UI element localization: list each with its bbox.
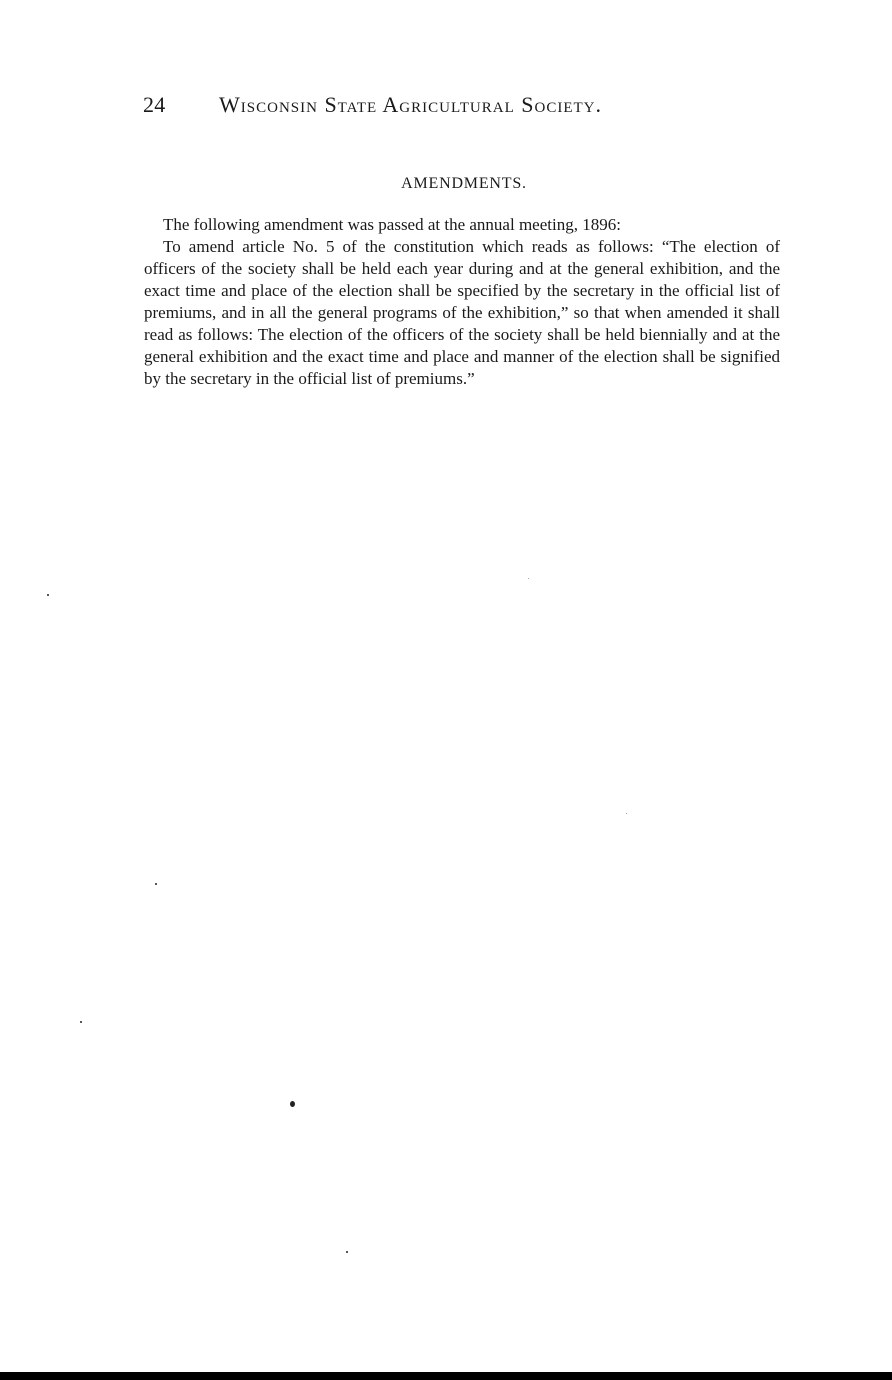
scan-edge [0,1372,892,1380]
scan-speck [155,883,157,885]
paragraph-intro: The following amendment was passed at the annual meeting, 1896: [163,215,621,234]
scan-speck [80,1021,82,1023]
scan-speck [528,578,529,579]
body-text [144,214,780,390]
page-number: 24 [143,92,166,117]
scan-speck [626,813,627,814]
running-header [143,92,713,126]
section-heading-wrapper [0,175,892,193]
paragraph-amendment: To amend article No. 5 of the constitution which reads as follows: “The election of officers of the society shall be held each year during and at the general exhibition, and the exact time and place of the election shall be specified by the secretary in the official list of premiums, and in all the general programs of the exhibition,” so that when amended it shall read as follows: The election of the officers of the society shall be held biennially and at the general exhibition and the exact time and place and manner of the election shall be signified by the secretary in the official list of premiums.” [144,237,780,388]
scan-speck [346,1251,348,1253]
section-heading: AMENDMENTS. [401,175,527,192]
running-header-title: Wisconsin State Agricultural Society. [219,92,602,117]
scan-speck [47,594,49,596]
scan-speck [290,1101,295,1107]
